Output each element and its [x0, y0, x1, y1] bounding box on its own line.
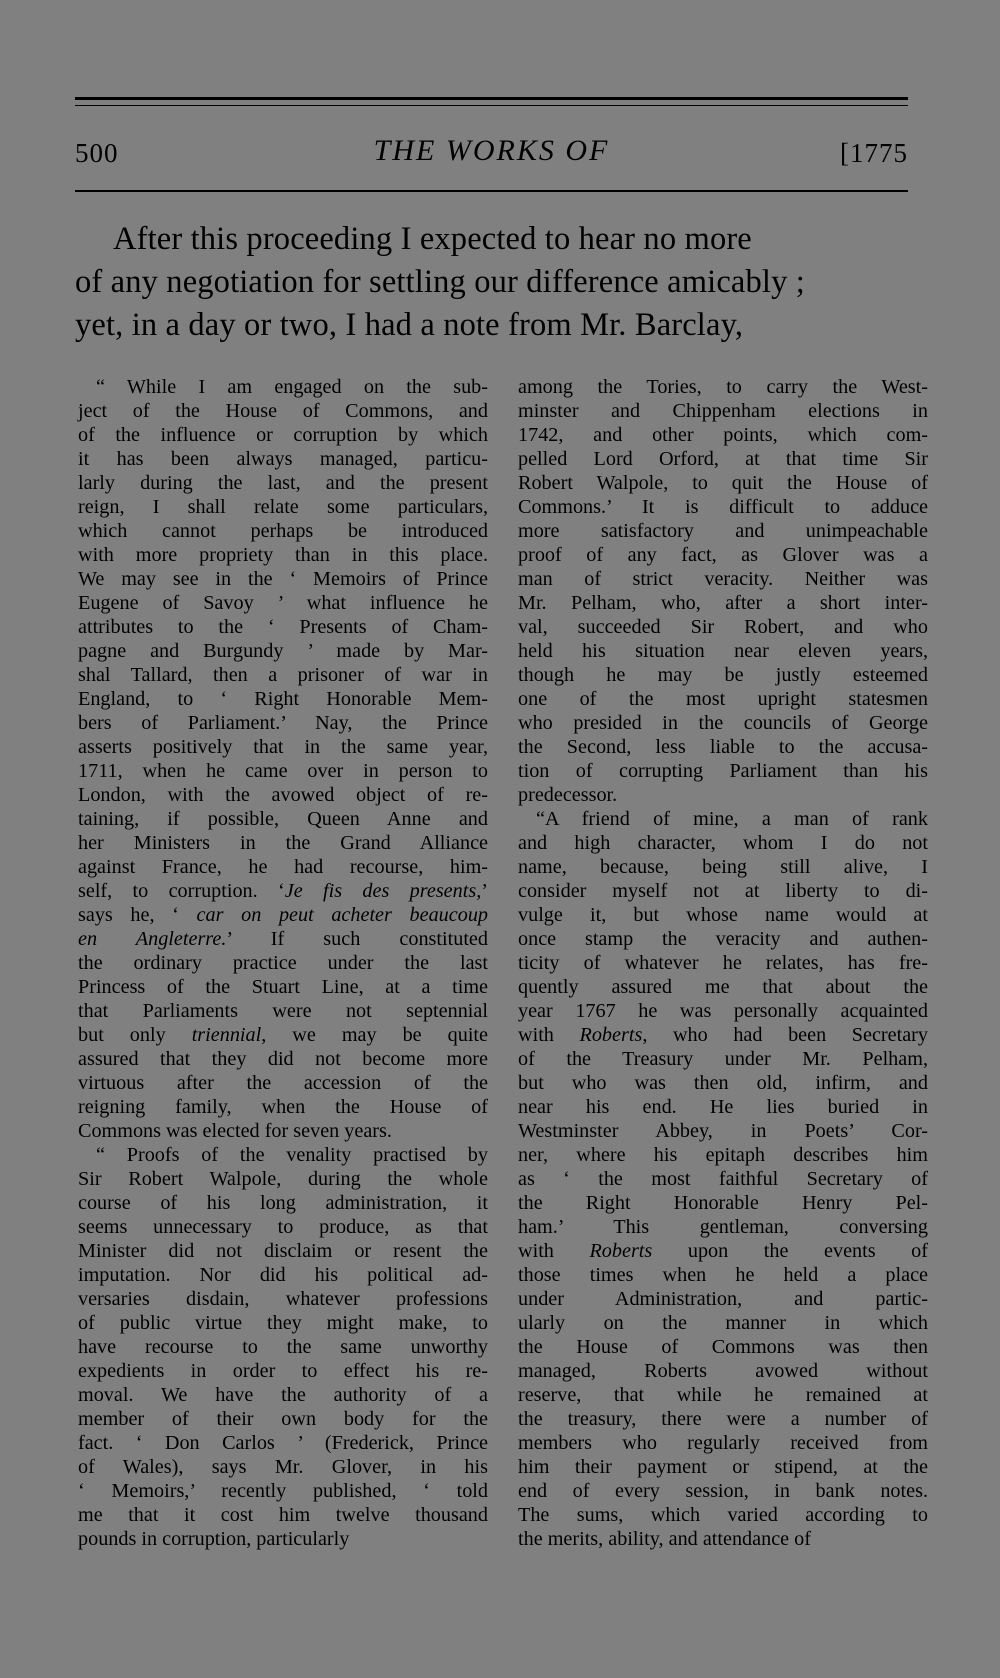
footnote-line: moval. We have the authority of a — [78, 1384, 488, 1406]
footnote-line: of the Treasury under Mr. Pelham, — [518, 1048, 928, 1070]
footnote-line: of the influence or corruption by which — [78, 424, 488, 446]
footnote-line: says he, ‘ car on peut acheter beaucoup — [78, 904, 489, 926]
footnote-line: as ‘ the most faithful Secretary of — [518, 1168, 928, 1190]
header-rule-thin — [75, 105, 908, 106]
footnote-line: reserve, that while he remained at — [518, 1384, 928, 1406]
footnote-line: me that it cost him twelve thousand — [78, 1504, 488, 1526]
footnote-line: fact. ‘ Don Carlos ’ (Frederick, Prince — [78, 1432, 488, 1454]
footnote-line: who presided in the councils of George — [518, 712, 928, 734]
footnote-line: ner, where his epitaph describes him — [518, 1144, 928, 1166]
footnote-line: Robert Walpole, to quit the House of — [518, 472, 928, 494]
footnote-line: end of every session, in bank notes. — [518, 1480, 928, 1502]
footnote-line: The sums, which varied according to — [518, 1504, 928, 1526]
footnote-line: tion of corrupting Parliament than his — [518, 760, 928, 782]
footnote-line: but who was then old, infirm, and — [518, 1072, 928, 1094]
footnote-line: minster and Chippenham elections in — [518, 400, 928, 422]
year-marker: [1775 — [840, 138, 908, 168]
footnote-line: of public virtue they might make, to — [78, 1312, 488, 1334]
header-underline — [75, 190, 908, 192]
footnote-line: taining, if possible, Queen Anne and — [78, 808, 488, 830]
footnote-line: Sir Robert Walpole, during the whole — [78, 1168, 488, 1190]
footnote-line: those times when he held a place — [518, 1264, 928, 1286]
footnote-line: pounds in corruption, particularly — [78, 1528, 350, 1550]
footnote-line: though he may be justly esteemed — [518, 664, 928, 686]
footnote-line: pagne and Burgundy ’ made by Mar- — [78, 640, 488, 662]
footnote-line: of Wales), says Mr. Glover, in his — [78, 1456, 488, 1478]
footnote-line: larly during the last, and the present — [78, 472, 488, 494]
footnote-line: shal Tallard, then a prisoner of war in — [78, 664, 488, 686]
footnote-line: the ordinary practice under the last — [78, 952, 488, 974]
footnote-line: reign, I shall relate some particulars, — [78, 496, 488, 518]
footnote-line: under Administration, and partic- — [518, 1288, 928, 1310]
footnote-line: her Ministers in the Grand Alliance — [78, 832, 488, 854]
footnote-column-left — [78, 375, 488, 1551]
footnote-line: Westminster Abbey, in Poets’ Cor- — [518, 1120, 928, 1142]
footnote-line: the merits, ability, and attendance of — [518, 1528, 811, 1550]
footnote-line: but only triennial, we may be quite — [78, 1024, 488, 1046]
footnote-line: which cannot perhaps be introduced — [78, 520, 488, 542]
footnote-line: “A friend of mine, a man of rank — [536, 808, 928, 830]
footnote-line: Eugene of Savoy ’ what influence he — [78, 592, 488, 614]
footnote-line: ularly on the manner in which — [518, 1312, 928, 1334]
footnote-line: versaries disdain, whatever professions — [78, 1288, 488, 1310]
footnote-line: Commons was elected for seven years. — [78, 1120, 392, 1142]
footnote-line: near his end. He lies buried in — [518, 1096, 928, 1118]
footnote-line: him their payment or stipend, at the — [518, 1456, 928, 1478]
footnote-line: consider myself not at liberty to di- — [518, 880, 928, 902]
footnote-line: the Second, less liable to the accusa- — [518, 736, 928, 758]
footnote-line: imputation. Nor did his political ad- — [78, 1264, 488, 1286]
footnote-line: “ While I am engaged on the sub- — [96, 376, 488, 398]
footnote-line: once stamp the veracity and authen- — [518, 928, 928, 950]
footnote-line: bers of Parliament.’ Nay, the Prince — [78, 712, 488, 734]
footnote-line: the House of Commons was then — [518, 1336, 928, 1358]
footnote-line: ‘ Memoirs,’ recently published, ‘ told — [78, 1480, 488, 1502]
footnote-line: managed, Roberts avowed without — [518, 1360, 928, 1382]
footnote-line: 1711, when he came over in person to — [78, 760, 488, 782]
lead-paragraph — [75, 218, 915, 347]
footnote-line: among the Tories, to carry the West- — [518, 376, 928, 398]
footnote-line: Mr. Pelham, who, after a short inter- — [518, 592, 928, 614]
page-number: 500 — [75, 138, 119, 168]
footnote-line: reigning family, when the House of — [78, 1096, 488, 1118]
footnote-line: more satisfactory and unimpeachable — [518, 520, 928, 542]
footnote-line: pelled Lord Orford, at that time Sir — [518, 448, 928, 470]
footnote-line: the Right Honorable Henry Pel- — [518, 1192, 928, 1214]
footnote-line: England, to ‘ Right Honorable Mem- — [78, 688, 488, 710]
footnote-line: expedients in order to effect his re- — [78, 1360, 488, 1382]
footnote-line: asserts positively that in the same year, — [78, 736, 488, 758]
footnote-line: val, succeeded Sir Robert, and who — [518, 616, 928, 638]
footnote-line: man of strict veracity. Neither was — [518, 568, 928, 590]
footnote-line: with more propriety than in this place. — [78, 544, 488, 566]
footnote-line: ject of the House of Commons, and — [78, 400, 488, 422]
footnote-line: 1742, and other points, which com- — [518, 424, 928, 446]
running-title: THE WORKS OF — [373, 134, 610, 167]
footnote-line: against France, he had recourse, him- — [78, 856, 488, 878]
lead-line: yet, in a day or two, I had a note from Mr. Barclay, — [75, 307, 744, 343]
footnote-line: held his situation near eleven years, — [518, 640, 928, 662]
running-header — [75, 134, 908, 174]
footnote-line: with Roberts, who had been Secretary — [518, 1024, 928, 1046]
footnote-line: and high character, whom I do not — [518, 832, 928, 854]
footnote-line: course of his long administration, it — [78, 1192, 488, 1214]
footnote-line: ticity of whatever he relates, has fre- — [518, 952, 928, 974]
footnote-line: Commons.’ It is difficult to adduce — [518, 496, 928, 518]
footnote-line: proof of any fact, as Glover was a — [518, 544, 928, 566]
footnote-line: assured that they did not become more — [78, 1048, 488, 1070]
footnote-line: have recourse to the same unworthy — [78, 1336, 488, 1358]
footnote-line: seems unnecessary to produce, as that — [78, 1216, 488, 1238]
footnote-line: en Angleterre.’ If such constituted — [78, 928, 488, 950]
footnote-line: London, with the avowed object of re- — [78, 784, 488, 806]
footnote-column-right — [518, 375, 928, 1551]
lead-line: After this proceeding I expected to hear no more — [113, 221, 752, 257]
footnote-line: ham.’ This gentleman, conversing — [518, 1216, 928, 1238]
footnote-line: the treasury, there were a number of — [518, 1408, 928, 1430]
lead-line: of any negotiation for settling our difference amicably ; — [75, 264, 805, 300]
footnote-line: Princess of the Stuart Line, at a time — [78, 976, 488, 998]
footnote-line: that Parliaments were not septennial — [78, 1000, 488, 1022]
footnote-line: year 1767 he was personally acquainted — [518, 1000, 928, 1022]
footnote-line: it has been always managed, particu- — [78, 448, 488, 470]
footnote-line: predecessor. — [518, 784, 618, 806]
footnote-line: name, because, being still alive, I — [518, 856, 928, 878]
footnote-line: “ Proofs of the venality practised by — [96, 1144, 488, 1166]
footnote-line: quently assured me that about the — [518, 976, 928, 998]
footnote-line: with Roberts upon the events of — [518, 1240, 928, 1262]
footnote-line: members who regularly received from — [518, 1432, 928, 1454]
header-rule-thick — [75, 97, 908, 100]
footnote-line: attributes to the ‘ Presents of Cham- — [78, 616, 488, 638]
footnote-line: member of their own body for the — [78, 1408, 488, 1430]
footnote-line: self, to corruption. ‘Je fis des presents,’ — [78, 880, 488, 902]
footnote-line: We may see in the ‘ Memoirs of Prince — [78, 568, 488, 590]
footnote-line: one of the most upright statesmen — [518, 688, 928, 710]
footnote-line: vulge it, but whose name would at — [518, 904, 928, 926]
footnote-line: Minister did not disclaim or resent the — [78, 1240, 488, 1262]
footnote-line: virtuous after the accession of the — [78, 1072, 488, 1094]
